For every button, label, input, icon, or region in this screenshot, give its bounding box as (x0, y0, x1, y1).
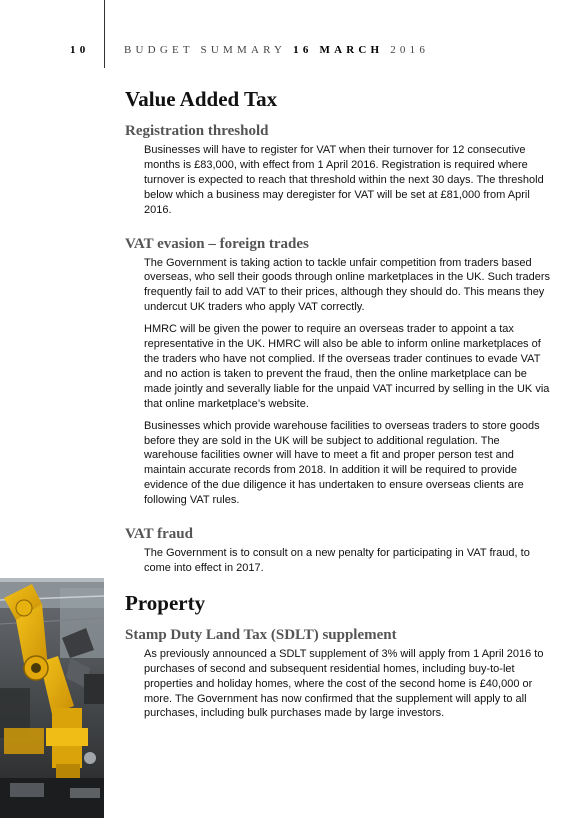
main-content (125, 86, 555, 721)
property-section-title: Property (125, 590, 206, 615)
vat-evasion-para-1: The Government is taking action to tackle unfair competition from traders based overseas, who sell their goods through online marketplaces in the UK. Such traders frequently fail to add VAT to their prices, although they should do. This means they undercut UK traders who apply VAT correctly. (144, 256, 550, 314)
running-header (0, 44, 582, 60)
vat-evasion-para-2: HMRC will be given the power to require an overseas trader to appoint a tax representative in the UK. HMRC will also be able to inform online marketplaces of the traders who have not complied. If the overseas trader continues to evade VAT and no action is taken to prevent the fraud, then the online marketplace can be made jointly and severally liable for the unpaid VAT incurred by selling in the UK via that online marketplace’s website. (144, 323, 550, 410)
vat-fraud-body: The Government is to consult on a new penalty for participating in VAT fraud, to come into effect in 2017. (144, 547, 530, 574)
registration-threshold-body: Businesses will have to register for VAT when their turnover for 12 consecutive months is £83,000, with effect from 1 April 2016. Registration is required where turnover is expected to reach that threshold within the next 30 days. The threshold below which a business may deregister for VAT will be set at £81,000 from April 2016. (144, 144, 544, 216)
running-title (124, 44, 429, 56)
sdlt-supplement-heading: Stamp Duty Land Tax (SDLT) supplement (125, 626, 397, 643)
industrial-robot-image (0, 578, 104, 818)
vat-evasion-heading: VAT evasion – foreign trades (125, 235, 309, 252)
running-title-prefix: BUDGET SUMMARY (124, 44, 287, 56)
registration-threshold-heading: Registration threshold (125, 123, 269, 139)
page-number: 10 (70, 44, 90, 56)
running-title-year: 2016 (390, 44, 430, 56)
vat-section-title: Value Added Tax (125, 87, 278, 111)
sdlt-supplement-body: As previously announced a SDLT supplement of 3% will apply from 1 April 2016 to purchases of second and subsequent residential homes, including buy-to-let properties and holiday homes, where the cost of the second home is £40,000 or more. The Government has now confirmed that the supplement will apply to all purchases, including bulk purchases made by large investors. (144, 647, 544, 720)
running-title-date: 16 MARCH (293, 44, 384, 56)
vat-evasion-para-3: Businesses which provide warehouse facilities to overseas traders to store goods before they are sold in the UK will be subject to additional regulation. The warehouse facilities owner will have to meet a fit and proper person test and maintain accurate records from 2018. In addition it will be required to provide evidence of the due diligence it has undertaken to ensure overseas clients are following VAT rules. (144, 419, 540, 507)
vat-fraud-heading: VAT fraud (125, 526, 193, 543)
industrial-robot-photo (0, 578, 104, 818)
